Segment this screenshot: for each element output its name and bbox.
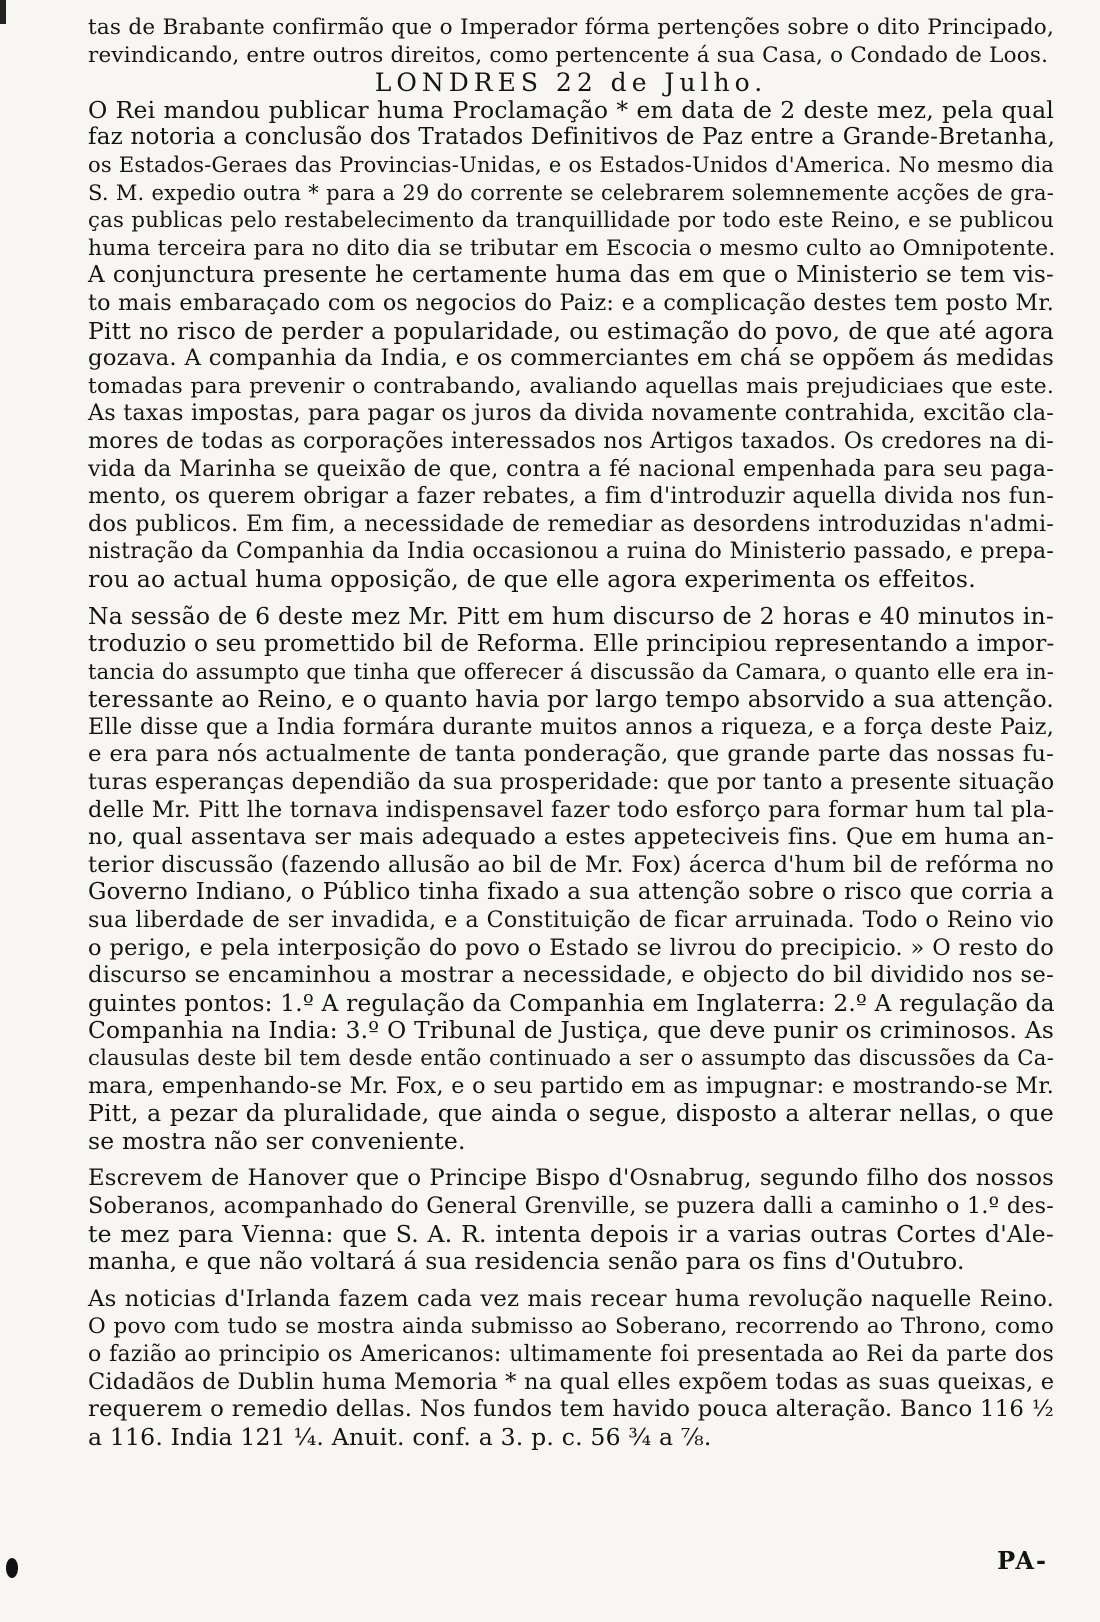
text-line: guintes pontos: 1.º A regulação da Companhia em Inglaterra: 2.º A regulação da <box>88 989 1055 1017</box>
text-line: gozava. A companhia da India, e os commerciantes em chá se oppõem ás medidas <box>88 345 1054 372</box>
ink-blot <box>6 1558 18 1578</box>
text-line: mores de todas as corporações interessados nos Artigos taxados. Os credores na di- <box>88 427 1054 454</box>
text-line: se mostra não ser conveniente. <box>88 1126 466 1155</box>
text-line: Companhia na India: 3.º O Tribunal de Justiça, que deve punir os criminosos. As <box>88 1017 1054 1045</box>
text-line: mento, os querem obrigar a fazer rebates, a fim d'introduzir aquella divida nos fun- <box>88 483 1054 510</box>
text-line: nistração da Companhia da India occasionou a ruina do Ministerio passado, e prepa- <box>88 539 1054 565</box>
text-line: tancia do assumpto que tinha que offerecer á discussão da Camara, o quanto elle era in- <box>88 659 1054 684</box>
text-line: manha, e que não voltará á sua residencia senão para os fins d'Outubro. <box>88 1247 965 1276</box>
text-line: Cidadãos de Dublin huma Memoria * na qual elles expõem todas as suas queixas, e <box>88 1368 1055 1395</box>
text-line: vida da Marinha se queixão de que, contra a fé nacional empenhada para seu paga- <box>88 455 1054 482</box>
text-line: teressante ao Reino, e o quanto havia por largo tempo absorvido a sua attenção. <box>88 686 1054 714</box>
catchword: PA- <box>997 1546 1048 1575</box>
text-line: faz notoria a conclusão dos Tratados Definitivos de Paz entre a Grande-Bretanha, <box>88 124 1056 151</box>
text-line: o perigo, e pela interposição do povo o Estado se livrou do precipicio. » O resto do <box>88 934 1054 961</box>
paragraph-reform-bill <box>88 603 1054 1155</box>
paragraph-gap <box>88 1276 1054 1286</box>
text-line: tomadas para prevenir o contrabando, avaliando aquellas mais prejudiciaes que este. <box>88 373 1054 399</box>
text-line: Governo Indiano, o Público tinha fixado a sua attenção sobre o risco que corria a <box>88 879 1054 906</box>
text-line: sua liberdade de ser invadida, e a Constituição de ficar arruinada. Todo o Reino vio <box>88 907 1054 933</box>
text-line: mara, empenhando-se Mr. Fox, e o seu partido em as impugnar: e mostrando-se Mr. <box>88 1072 1054 1099</box>
text-line: requerem o remedio dellas. Nos fundos tem havido pouca alteração. Banco 116 ½ <box>88 1396 1054 1423</box>
text-line: Elle disse que a India formára durante muitos annos a riqueza, e a força deste Paiz, <box>88 713 1054 740</box>
text-line: delle Mr. Pitt lhe tornava indispensavel fazer todo esforço para formar hum tal pla- <box>88 796 1055 823</box>
text-line: A conjunctura presente he certamente huma das em que o Ministerio se tem vis- <box>88 262 1054 289</box>
text-line: a 116. India 121 ¼. Anuit. conf. a 3. p. c. 56 ¾ a ⅞. <box>88 1422 712 1451</box>
paragraph-hanover <box>88 1165 1054 1275</box>
text-line: revindicando, entre outros direitos, como pertencente á sua Casa, o Condado de Loos. <box>88 42 1049 68</box>
text-line: os Estados-Geraes das Provincias-Unidas, e os Estados-Unidos d'America. No mesmo dia <box>88 152 1054 177</box>
text-line: S. M. expedio outra * para a 29 do corrente se celebrarem solemnemente acções de gra- <box>88 180 1054 205</box>
text-line: O Rei mandou publicar huma Proclamação * em data de 2 deste mez, pela qual <box>88 95 1054 124</box>
paragraph-ministry <box>88 262 1054 593</box>
text-line: dos publicos. Em fim, a necessidade de remediar as desordens introduzidas n'admi- <box>88 510 1054 537</box>
text-line: troduzio o seu promettido bil de Reforma. Elle principiou representando a impor- <box>88 631 1055 658</box>
text-line: O povo com tudo se mostra ainda submisso ao Soberano, recorrendo ao Throno, como <box>88 1314 1054 1340</box>
paragraph-proclamation <box>88 97 1054 263</box>
paragraph-gap <box>88 1155 1054 1165</box>
text-line: discurso se encaminhou a mostrar a necessidade, e objecto do bil dividido nos se- <box>88 962 1054 989</box>
text-line: Escrevem de Hanover que o Principe Bispo d'Osnabrug, segundo filho dos nossos <box>88 1165 1054 1192</box>
dateline-heading: LONDRES 22 de Julho. <box>374 68 768 98</box>
text-line: tas de Brabante confirmão que o Imperador fórma pertenções sobre o dito Principado, <box>88 15 1054 40</box>
text-line: te mez para Vienna: que S. A. R. intenta depois ir a varias outras Cortes d'Ale- <box>88 1219 1054 1248</box>
text-line: clausulas deste bil tem desde então continuado a ser o assumpto das discussões da Ca- <box>88 1045 1054 1071</box>
text-line: Pitt, a pezar da pluralidade, que ainda o segue, disposto a alterar nellas, o que <box>88 1099 1054 1128</box>
text-line: Na sessão de 6 deste mez Mr. Pitt em hum discurso de 2 horas e 40 minutos in- <box>88 602 1054 631</box>
text-line: huma terceira para no dito dia se tributar em Escocia o mesmo culto ao Omnipotente. <box>88 235 1056 261</box>
text-line: e era para nós actualmente de tanta ponderação, que grande parte das nossas fu- <box>88 741 1054 768</box>
text-line: As noticias d'Irlanda fazem cada vez mais recear huma revolução naquelle Reino. <box>88 1285 1054 1312</box>
text-line: Pitt no risco de perder a popularidade, ou estimação do povo, de que até agora <box>88 316 1054 345</box>
text-line: no, qual assentava ser mais adequado a estes appeteciveis fins. Que em huma an- <box>88 824 1054 851</box>
text-line: turas esperanças dependião da sua prosperidade: que por tanto a presente situação <box>88 769 1055 796</box>
text-line: rou ao actual huma opposição, de que elle agora experimenta os effeitos. <box>88 564 976 593</box>
page-edge-mark <box>0 0 6 24</box>
text-line: terior discussão (fazendo allusão ao bil de Mr. Fox) ácerca d'hum bil de refórma no <box>88 851 1054 878</box>
paragraph-ireland <box>88 1286 1054 1452</box>
text-block-top <box>88 14 1054 69</box>
text-line: o fazião ao principio os Americanos: ultimamente foi presentada ao Rei da parte dos <box>88 1341 1054 1367</box>
text-line: ças publicas pelo restabelecimento da tranquillidade por todo este Reino, e se publicou <box>88 208 1054 234</box>
text-line: to mais embaraçado com os negocios do Paiz: e a complicação destes tem posto Mr. <box>88 289 1054 316</box>
text-line: Soberanos, acompanhado do General Grenville, se puzera dalli a caminho o 1.º des- <box>88 1192 1054 1219</box>
text-line: As taxas impostas, para pagar os juros da divida novamente contrahida, excitão cla- <box>88 400 1054 427</box>
